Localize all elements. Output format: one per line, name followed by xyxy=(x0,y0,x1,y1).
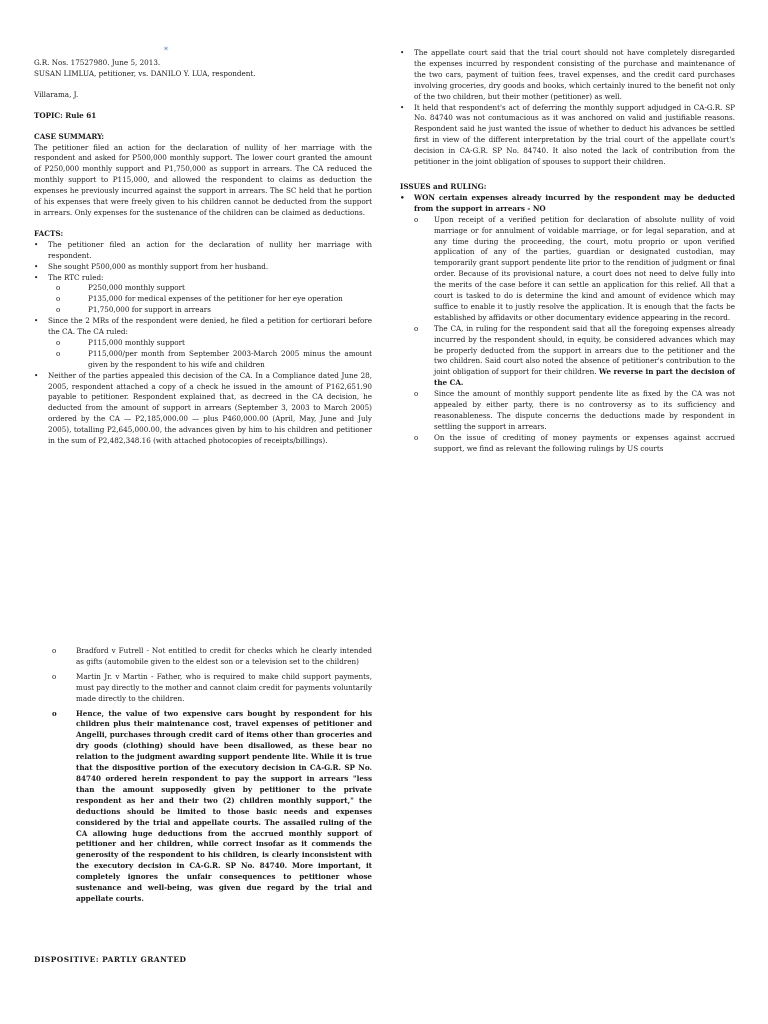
facts-item: • She sought P500,000 as monthly support from her husband. xyxy=(34,262,372,273)
facts-item: • The petitioner filed an action for the declaration of nullity her marriage with respondent. xyxy=(34,240,372,262)
facts-item: • The RTC ruled: xyxy=(34,273,372,284)
dispositive: DISPOSITIVE: PARTLY GRANTED xyxy=(34,955,187,964)
conclusion-item: o Hence, the value of two expensive cars bought by respondent for his children plus their maintenance cost, travel expenses of petitioner and Angelli, purchases through credit card of items other than groceries and dry goods (clothing) should have been disallowed, as these bear no relation to the judgment awarding support pendente lite. While it is true that the dispositive portion of the executory decision in CA-G.R. SP No. 84740 ordered herein respondent to pay the support in arrears "less than the amount supposedly given by petitioner to the private respondent as her and their two (2) children monthly support," the deductions should be limited to those basic needs and expenses considered by the trial and appellate courts. The assailed ruling of the CA allowing huge deductions from the accrued monthly support of petitioner and her children, while correct insofar as it commends the generosity of the respondent to his children, is clearly inconsistent with the executory decision in CA-G.R. SP No. 84740. More important, it completely ignores the unfair consequences to petitioner whose sustenance and well-being, was given due regard by the trial and appellate courts. xyxy=(52,709,372,905)
ca-ruling-item: o P115,000/per month from September 2003-March 2005 minus the amount given by the respondent to his wife and children xyxy=(34,349,372,371)
us-rulings-block xyxy=(52,646,372,909)
gr-number: G.R. Nos. 17527980. June 5, 2013. xyxy=(34,58,161,67)
facts-item: • It held that respondent's act of deferring the monthly support adjudged in CA-G.R. SP No. 84740 was not contumacious as it was anchored on valid and justifiable reasons. Respondent said he just wanted the issue of whether to deduct his advances be settled first in view of the different interpretation by the trial court of the appellate court's decision in CA-G.R. SP No. 84740. It also noted the lack of contribution from the petitioner in the joint obligation of spouses to support their children. xyxy=(400,103,735,168)
ruling-item: o On the issue of crediting of money payments or expenses against accrued support, we find as relevant the following rulings by US courts xyxy=(400,433,735,455)
us-ruling-item: o Martin Jr. v Martin - Father, who is required to make child support payments, must pay directly to the mother and cannot claim credit for payments voluntarily made directly to the children. xyxy=(52,672,372,705)
case-parties: SUSAN LIMLUA, petitioner, vs. DANILO Y. LUA, respondent. xyxy=(34,68,256,78)
case-summary-heading: CASE SUMMARY: xyxy=(34,131,105,141)
facts-item: • Neither of the parties appealed this decision of the CA. In a Compliance dated June 28, 2005, respondent attached a copy of a check he issued in the amount of P162,651.90 payable to petitioner. Respondent explained that, as decreed in the CA decision, he deducted from the amount of support in arrears (September 3, 2003 to March 2005) ordered by the CA — P2,185,000.00 — plus P460,000.00 (April, May, June and July 2005), totalling P2,645,000.00, the advances given by him to his children and petitioner in the sum of P2,482,348.16 (with attached photocopies of receipts/billings). xyxy=(34,371,372,447)
facts-item: • Since the 2 MRs of the respondent were denied, he filed a petition for certiorari before the CA. The CA ruled: xyxy=(34,316,372,338)
footnote-marker: * xyxy=(164,46,168,55)
ruling-bold-text: We reverse in part the decision of the CA. xyxy=(434,367,735,388)
ruling-text: The CA, in ruling for the respondent said that all the foregoing expenses already incurred by the respondent should, in equity, be considered advances which may be properly deducted from the support in arrears due to the petitioner and the two children. Said court also noted the absence of petitioner's contribution to the joint obligation of support for their children. xyxy=(434,323,735,377)
rtc-ruling-item: o P135,000 for medical expenses of the petitioner for her eye operation xyxy=(34,294,372,305)
ponente: Villarama, J. xyxy=(34,89,79,99)
rtc-ruling-item: o P250,000 monthly support xyxy=(34,283,372,294)
issue-item: • WON certain expenses already incurred by the respondent may be deducted from the support in arrears - NO xyxy=(400,193,735,215)
ruling-item: o Upon receipt of a verified petition for declaration of absolute nullity of void marriage or for annulment of voidable marriage, or for legal separation, and at any time during the proceeding, the court, motu proprio or upon verified application of any of the parties, guardian or designated custodian, may temporarily grant support pendente lite prior to the rendition of judgment or final order. Because of its provisional nature, a court does not need to delve fully into the merits of the case before it can settle an application for this relief. All that a court is tasked to do is determine the kind and amount of evidence which may suffice to enable it to justly resolve the application. It is enough that the facts be established by affidavits or other documentary evidence appearing in the record. xyxy=(400,215,735,324)
rtc-ruling-item: o P1,750,000 for support in arrears xyxy=(34,305,372,316)
case-summary-text: The petitioner filed an action for the declaration of nullity of her marriage with the respondent and asked for P500,000 monthly support. The lower court granted the amount of P250,000 monthly support and P1,750,000 as support in arrears. The CA reduced the monthly support to P115,000, and allowed the respondent to claims as deduction the expenses he previously incurred against the support in arrears. The SC held that he portion of his expenses that were freely given to his children cannot be deducted from the support in arrears. Only expenses for the sustenance of the children can be claimed as deductions. xyxy=(34,142,372,217)
issues-heading: ISSUES and RULING: xyxy=(400,181,487,191)
facts-item: • The appellate court said that the trial court should not have completely disregarded the expenses incurred by respondent consisting of the purchase and maintenance of the two cars, payment of tuition fees, travel expenses, and the credit card purchases involving groceries, dry goods and books, which certainly inured to the benefit not only of the two children, but their mother (petitioner) as well. xyxy=(400,48,735,103)
right-column xyxy=(400,48,735,455)
us-ruling-item: o Bradford v Futrell - Not entitled to credit for checks which he clearly intended as gifts (automobile given to the eldest son or a television set to the children) xyxy=(52,646,372,668)
facts-heading: FACTS: xyxy=(34,228,64,238)
ruling-item: o Since the amount of monthly support pendente lite as fixed by the CA was not appealed by either party, there is no controversy as to its sufficiency and reasonableness. The dispute concerns the deductions made by respondent in settling the support in arrears. xyxy=(400,389,735,433)
left-column xyxy=(34,46,372,447)
topic: TOPIC: Rule 61 xyxy=(34,110,97,120)
ca-ruling-item: o P115,000 monthly support xyxy=(34,338,372,349)
ruling-item xyxy=(400,324,735,389)
